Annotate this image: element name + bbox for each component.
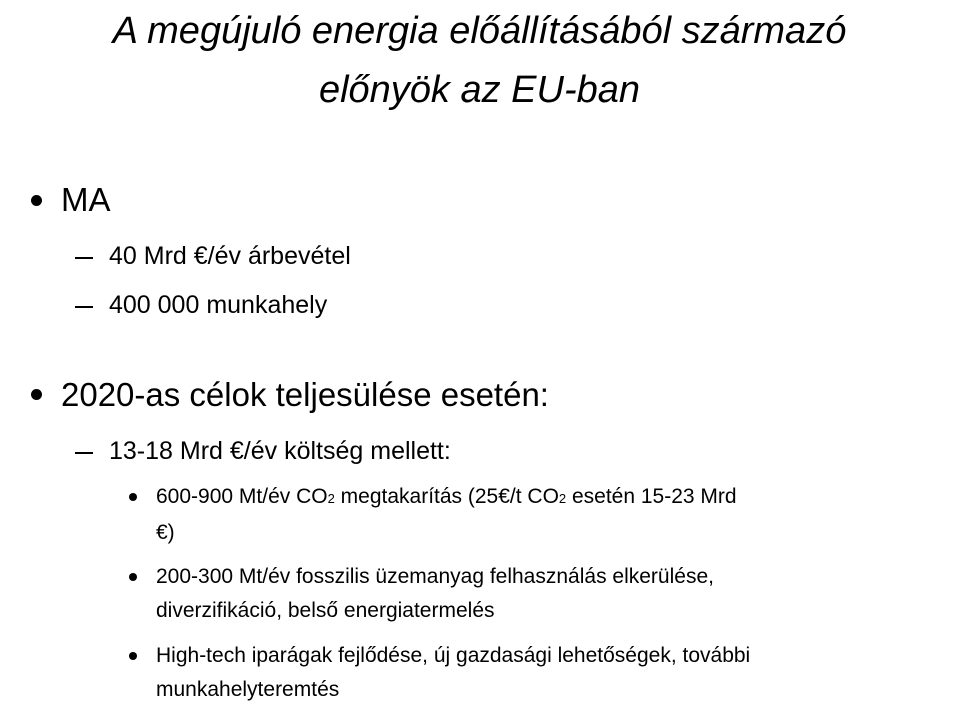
bullet-ma-jobs: 400 000 munkahely <box>109 291 328 319</box>
bullet-fossil: 200-300 Mt/év fosszilis üzemanyag felhasználás elkerülése, <box>156 565 714 588</box>
bullet-ma-revenue: 40 Mrd €/év árbevétel <box>109 242 351 270</box>
bullet-dot-icon <box>31 195 42 206</box>
bullet-dot-icon <box>31 389 42 400</box>
co2-subscript: 2 <box>558 491 567 506</box>
bullet-fossil-cont: diverzifikáció, belső energiatermelés <box>156 599 495 622</box>
bullet-dot-icon <box>129 573 137 581</box>
bullet-ma: MA <box>61 181 111 218</box>
co2-savings-text-1: 600-900 Mt/év CO <box>156 485 328 508</box>
bullet-2020-targets: 2020-as célok teljesülése esetén: <box>61 376 549 413</box>
bullet-cost: 13-18 Mrd €/év költség mellett: <box>109 437 451 465</box>
bullet-co2-savings-cont: €) <box>156 521 175 544</box>
slide-title-line-1: A megújuló energia előállításából származó <box>112 10 847 52</box>
dash-bullet-icon <box>75 452 93 454</box>
co2-savings-text-2: megtakarítás (25€/t CO <box>334 485 559 508</box>
bullet-co2-savings <box>156 482 737 514</box>
co2-savings-text-3: esetén 15-23 Mrd <box>566 485 737 508</box>
slide-title-line-2: előnyök az EU-ban <box>318 69 641 111</box>
bullet-dot-icon <box>129 493 137 501</box>
co2-subscript: 2 <box>327 491 335 506</box>
slide-title <box>0 2 959 120</box>
bullet-dot-icon <box>129 652 137 660</box>
dash-bullet-icon <box>75 306 93 308</box>
bullet-hightech-cont: munkahelyteremtés <box>156 678 340 701</box>
bullet-hightech: High-tech iparágak fejlődése, új gazdasági lehetőségek, további <box>156 644 751 667</box>
dash-bullet-icon <box>75 257 93 259</box>
